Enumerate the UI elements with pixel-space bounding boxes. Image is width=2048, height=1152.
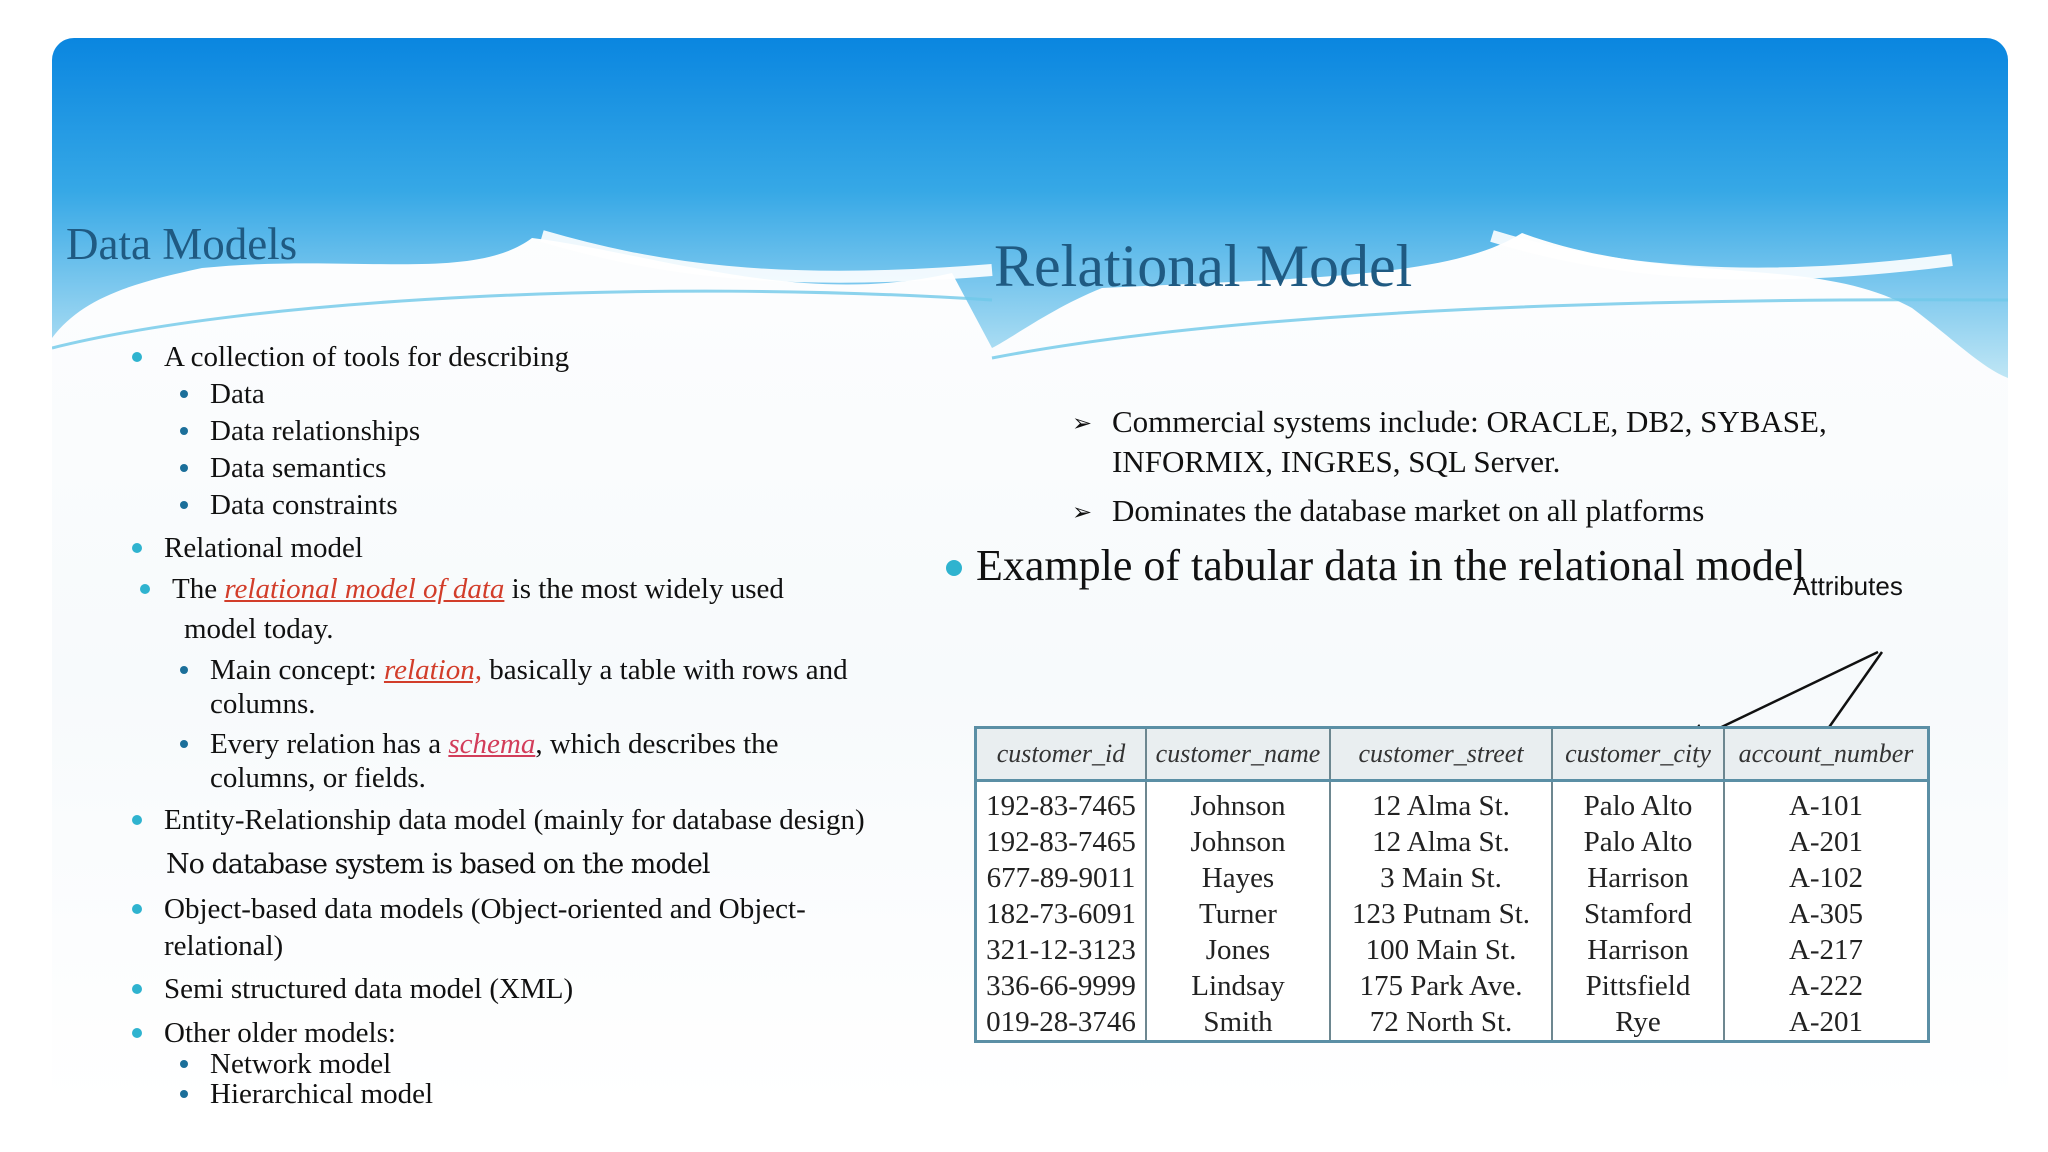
customer-table <box>974 726 1930 1043</box>
header-customer-city: customer_city <box>1552 728 1724 781</box>
older-models-bullet: Other older models: <box>164 1017 396 1049</box>
schema-line2: columns, or fields. <box>210 762 426 794</box>
table-row <box>976 968 1929 1004</box>
sub-bullet-relationships: Data relationships <box>210 415 421 447</box>
table-row <box>976 781 1929 825</box>
cell-customer-city: Rye <box>1552 1004 1724 1042</box>
relational-model-bullet: Relational model <box>164 532 363 564</box>
header-customer-name: customer_name <box>1146 728 1330 781</box>
cell-customer-street: 72 North St. <box>1330 1004 1552 1042</box>
cell-account-number: A-102 <box>1788 861 1864 894</box>
cell-account-number: A-217 <box>1788 933 1864 966</box>
table-row <box>976 824 1929 860</box>
cell-customer-name: Jones <box>1146 932 1330 968</box>
network-model-bullet: Network model <box>210 1048 392 1080</box>
cell-customer-city: Harrison <box>1552 932 1724 968</box>
cell-account-number: A-222 <box>1788 969 1864 1002</box>
object-based-line2: relational) <box>164 930 284 962</box>
cell-customer-city: Stamford <box>1552 896 1724 932</box>
sub-bullet-constraints: Data constraints <box>210 489 398 521</box>
table-row <box>976 932 1929 968</box>
cell-customer-name: Turner <box>1146 896 1330 932</box>
relation-link[interactable]: relation, <box>383 654 482 686</box>
object-based-bullet: Object-based data models (Object-oriented and Object- <box>164 893 806 925</box>
cell-customer-city: Harrison <box>1552 860 1724 896</box>
schema-link[interactable]: schema <box>448 728 536 760</box>
attributes-label: Attributes <box>1793 571 1903 601</box>
header-account-number: account_number <box>1724 728 1929 781</box>
rmd-pre: The <box>172 573 225 605</box>
semi-structured-bullet: Semi structured data model (XML) <box>164 973 574 1005</box>
concept-line2: columns. <box>210 688 316 720</box>
data-models-title: Data Models <box>66 219 298 269</box>
header-customer-street: customer_street <box>1330 728 1552 781</box>
cell-customer-city: Pittsfield <box>1552 968 1724 1004</box>
table-row <box>976 1004 1929 1042</box>
chevron-right-icon: ➢ <box>1072 411 1093 437</box>
schema-pre: Every relation has a <box>210 728 449 760</box>
cell-customer-name: Smith <box>1146 1004 1330 1042</box>
sub-bullet-data: Data <box>210 378 265 410</box>
dominates-text: Dominates the database market on all platforms <box>1112 493 1705 528</box>
commercial-line1: Commercial systems include: ORACLE, DB2, SYBASE, <box>1112 404 1827 439</box>
table-header-row <box>976 728 1929 781</box>
cell-customer-street: 100 Main St. <box>1330 932 1552 968</box>
cell-customer-name: Hayes <box>1146 860 1330 896</box>
table-row <box>976 896 1929 932</box>
chevron-right-icon: ➢ <box>1072 500 1093 526</box>
rmd-line2: model today. <box>184 613 334 645</box>
cell-customer-street: 123 Putnam St. <box>1330 896 1552 932</box>
cell-customer-id: 019-28-3746 <box>976 1004 1147 1042</box>
cell-customer-id: 192-83-7465 <box>976 824 1147 860</box>
relational-model-title: Relational Model <box>994 233 1413 299</box>
hierarchical-model-bullet: Hierarchical model <box>210 1078 434 1110</box>
cell-customer-id: 192-83-7465 <box>976 781 1147 825</box>
cell-account-number: A-201 <box>1788 825 1864 858</box>
cell-customer-street: 12 Alma St. <box>1330 781 1552 825</box>
er-model-bullet: Entity-Relationship data model (mainly for database design) <box>164 804 865 836</box>
rmd-post: is the most widely used <box>504 573 784 605</box>
cell-customer-street: 3 Main St. <box>1330 860 1552 896</box>
cell-customer-id: 336-66-9999 <box>976 968 1147 1004</box>
cell-customer-city: Palo Alto <box>1552 781 1724 825</box>
tools-bullet: A collection of tools for describing <box>164 341 570 373</box>
cell-customer-id: 677-89-9011 <box>976 860 1147 896</box>
cell-customer-city: Palo Alto <box>1552 824 1724 860</box>
cell-customer-id: 182-73-6091 <box>976 896 1147 932</box>
header-customer-id: customer_id <box>976 728 1147 781</box>
cell-account-number: A-201 <box>1788 1005 1864 1038</box>
concept-post: basically a table with rows and <box>481 654 848 686</box>
cell-customer-name: Lindsay <box>1146 968 1330 1004</box>
cell-account-number: A-101 <box>1788 789 1864 822</box>
cell-customer-name: Johnson <box>1146 781 1330 825</box>
relational-model-of-data-link[interactable]: relational model of data <box>224 573 505 605</box>
cell-customer-street: 12 Alma St. <box>1330 824 1552 860</box>
example-bullet: Example of tabular data in the relational model <box>976 541 1806 590</box>
cell-account-number: A-305 <box>1788 897 1864 930</box>
sub-bullet-semantics: Data semantics <box>210 452 387 484</box>
schema-post: , which describes the <box>535 728 779 760</box>
table-row <box>976 860 1929 896</box>
commercial-line2: INFORMIX, INGRES, SQL Server. <box>1112 444 1561 479</box>
cell-customer-name: Johnson <box>1146 824 1330 860</box>
er-note: No database system is based on the model <box>166 849 710 880</box>
cell-customer-street: 175 Park Ave. <box>1330 968 1552 1004</box>
concept-pre: Main concept: <box>210 654 384 686</box>
cell-customer-id: 321-12-3123 <box>976 932 1147 968</box>
